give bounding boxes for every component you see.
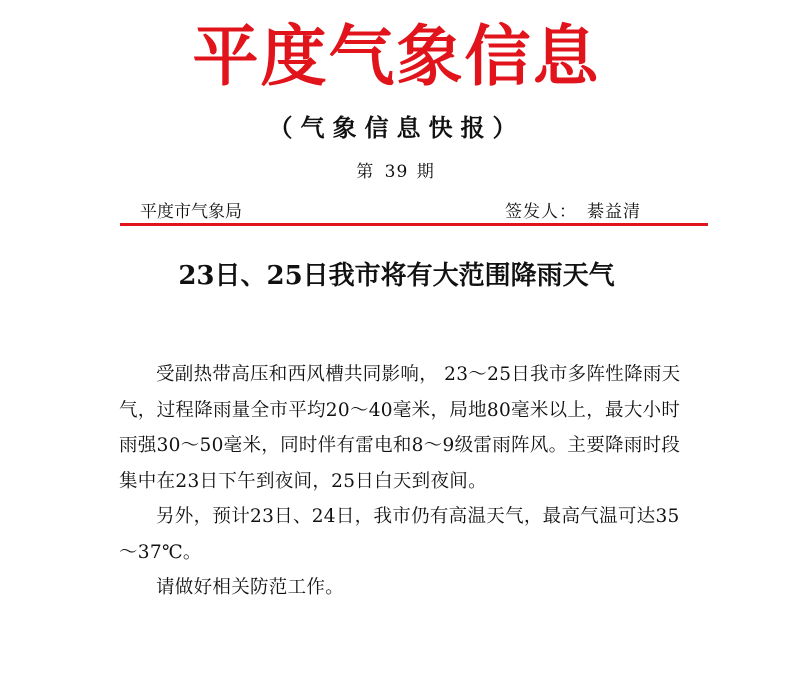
signer [505, 201, 641, 223]
paragraph-high-temperature: 另外，预计23日、24日，我市仍有高温天气，最高气温可达35～37℃。 [119, 506, 680, 563]
issue-number [0, 160, 793, 184]
issuing-agency: 平度市气象局 [140, 202, 242, 222]
article-headline: 23日、25日我市将有大范围降雨天气 [178, 261, 615, 291]
masthead-title: 平度气象信息 [192, 17, 601, 95]
header-divider [120, 223, 708, 226]
signer-name: 綦益清 [587, 202, 641, 222]
paragraph-forecast: 受副热带高压和西风槽共同影响， 23～25日我市多阵性降雨天气，过程降雨量全市平均20～40毫米，局地80毫米以上，最大小时雨强30～50毫米，同时伴有雷电和8～9级雷雨阵风。主要降雨时段集中在23日下午到夜间，25日白天到夜间。 [119, 364, 681, 492]
paragraph-precaution: 请做好相关防范工作。 [156, 577, 345, 598]
issue-value: 39 [384, 162, 409, 182]
article-body [119, 357, 694, 606]
signer-label: 签发人： [505, 202, 577, 222]
issue-prefix: 第 [356, 162, 377, 182]
publication-subtitle: （气象信息快报） [268, 113, 525, 142]
issue-suffix: 期 [416, 162, 437, 182]
